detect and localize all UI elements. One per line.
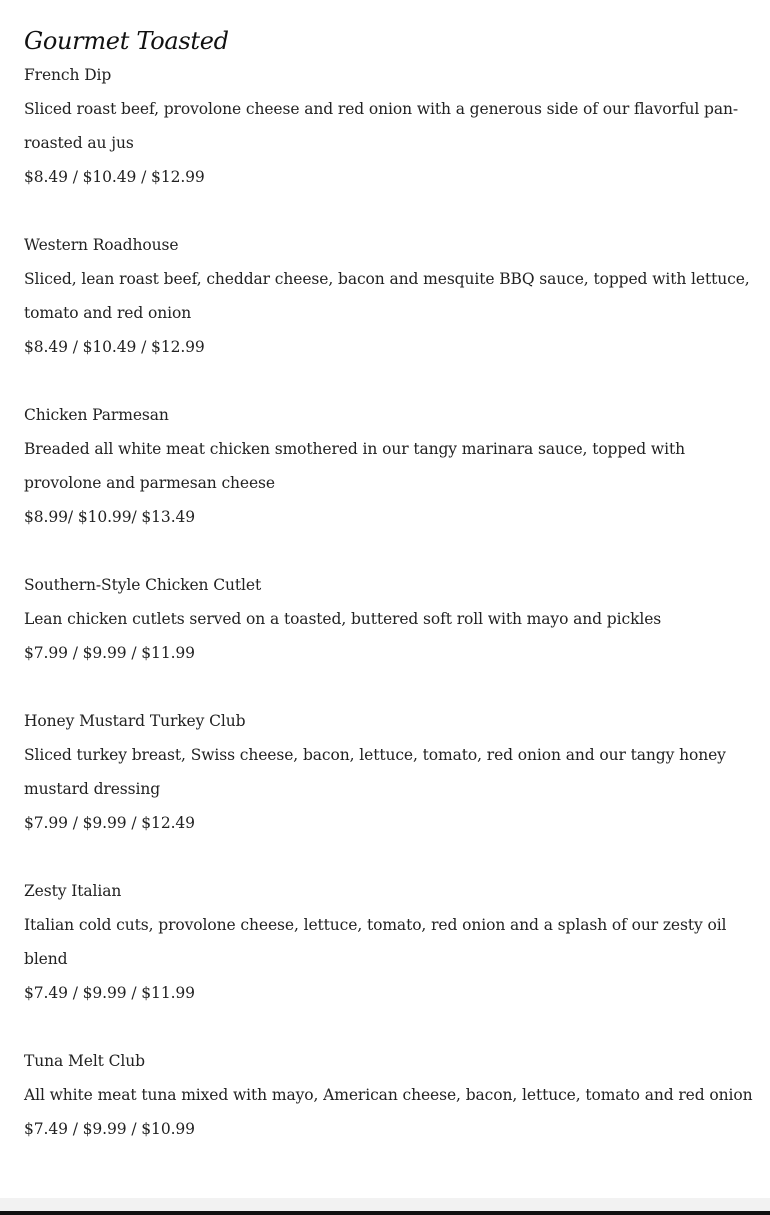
item-name: French Dip bbox=[24, 66, 112, 84]
section-title: Gourmet Toasted bbox=[24, 27, 229, 55]
item-description: Sliced turkey breast, Swiss cheese, bacon, lettuce, tomato, red onion and our tangy honey mustard dressing bbox=[24, 746, 726, 798]
item-description: Italian cold cuts, provolone cheese, lettuce, tomato, red onion and a splash of our zesty oil blend bbox=[24, 916, 727, 968]
item-price: $8.99/ $10.99/ $13.49 bbox=[24, 508, 196, 526]
item-name: Zesty Italian bbox=[24, 882, 122, 900]
menu-section bbox=[24, 0, 754, 1146]
item-description: All white meat tuna mixed with mayo, American cheese, bacon, lettuce, tomato and red onion bbox=[24, 1086, 753, 1104]
menu-item bbox=[24, 874, 754, 1010]
item-description: Sliced roast beef, provolone cheese and red onion with a generous side of our flavorful pan-roasted au jus bbox=[24, 100, 739, 152]
item-name: Southern-Style Chicken Cutlet bbox=[24, 576, 262, 594]
item-description: Breaded all white meat chicken smothered in our tangy marinara sauce, topped with provolone and parmesan cheese bbox=[24, 440, 685, 492]
menu-item bbox=[24, 704, 754, 840]
item-name: Honey Mustard Turkey Club bbox=[24, 712, 246, 730]
menu-item bbox=[24, 1044, 754, 1146]
menu-item bbox=[24, 398, 754, 534]
item-name: Western Roadhouse bbox=[24, 236, 179, 254]
page-bottom-border bbox=[0, 1211, 770, 1215]
item-price: $7.49 / $9.99 / $11.99 bbox=[24, 984, 195, 1002]
menu-item bbox=[24, 58, 754, 194]
item-description: Sliced, lean roast beef, cheddar cheese, bacon and mesquite BBQ sauce, topped with lettuce, tomato and red onion bbox=[24, 270, 750, 322]
item-description: Lean chicken cutlets served on a toasted, buttered soft roll with mayo and pickles bbox=[24, 610, 662, 628]
item-price: $8.49 / $10.49 / $12.99 bbox=[24, 338, 205, 356]
menu-item-list bbox=[24, 58, 754, 1146]
item-price: $7.99 / $9.99 / $12.49 bbox=[24, 814, 195, 832]
item-name: Chicken Parmesan bbox=[24, 406, 169, 424]
item-price: $8.49 / $10.49 / $12.99 bbox=[24, 168, 205, 186]
item-name: Tuna Melt Club bbox=[24, 1052, 145, 1070]
menu-item bbox=[24, 568, 754, 670]
menu-item bbox=[24, 228, 754, 364]
item-price: $7.49 / $9.99 / $10.99 bbox=[24, 1120, 195, 1138]
item-price: $7.99 / $9.99 / $11.99 bbox=[24, 644, 195, 662]
